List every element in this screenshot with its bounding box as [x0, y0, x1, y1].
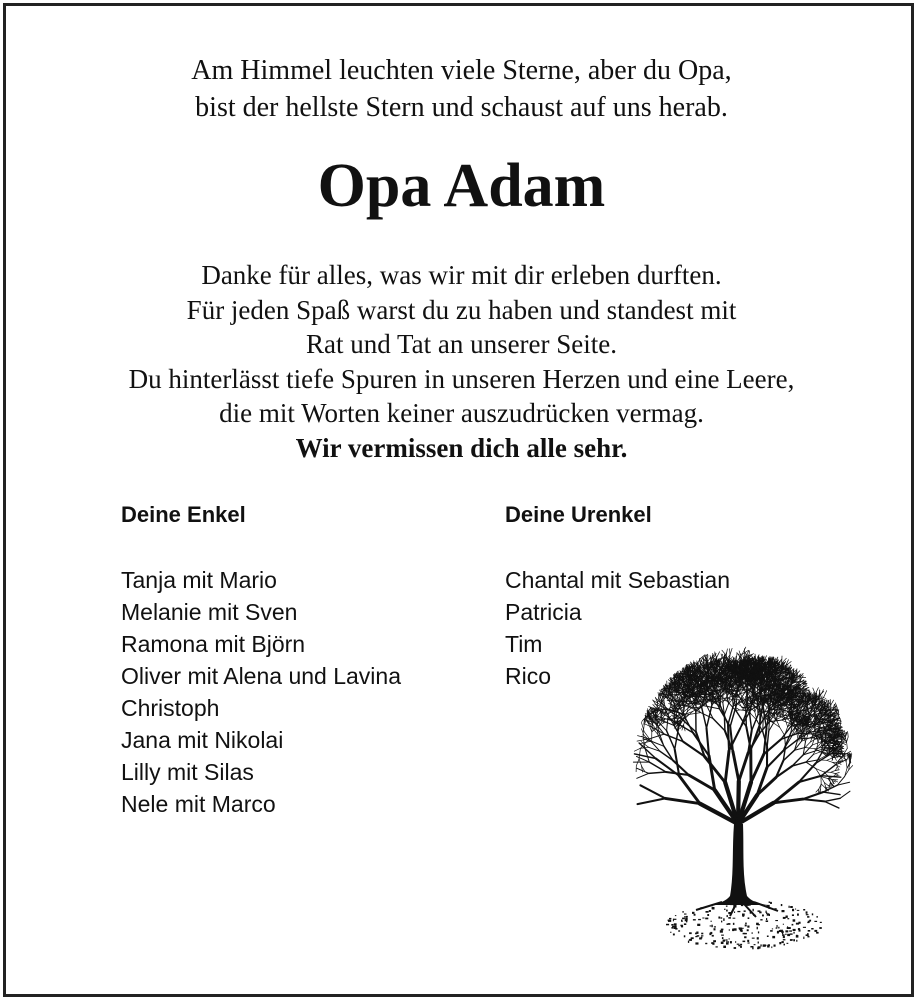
list-item: Tim	[505, 631, 543, 657]
message-line: Du hinterlässt tiefe Spuren in unseren Herzen und eine Leere,	[128, 363, 795, 394]
list-item: Nele mit Marco	[121, 791, 276, 817]
obituary-title: Opa Adam	[317, 152, 606, 220]
list-item: Ramona mit Björn	[121, 631, 306, 657]
message-line: Rat und Tat an unserer Seite.	[305, 329, 618, 359]
list-item: Oliver mit Alena und Lavina	[121, 663, 401, 689]
message-closing: Wir vermissen dich alle sehr.	[295, 432, 628, 463]
message-line: Für jeden Spaß warst du zu haben und standest mit	[186, 294, 737, 325]
list-item: Christoph	[121, 695, 220, 721]
tree-icon	[626, 634, 861, 954]
enkel-column	[121, 500, 401, 820]
list-item: Rico	[505, 663, 552, 689]
list-item: Melanie mit Sven	[121, 599, 298, 625]
list-item: Jana mit Nikolai	[121, 727, 284, 753]
list-item: Patricia	[505, 599, 582, 625]
farewell-message	[6, 258, 917, 465]
message-line: Danke für alles, was wir mit dir erleben durften.	[201, 260, 722, 290]
enkel-list	[121, 564, 401, 820]
opening-quote	[6, 52, 917, 126]
obituary-frame	[3, 3, 914, 997]
list-item: Tanja mit Mario	[121, 567, 277, 593]
quote-line-1: Am Himmel leuchten viele Sterne, aber du Opa,	[191, 55, 732, 86]
message-line: die mit Worten keiner auszudrücken vermag.	[219, 398, 704, 428]
enkel-heading: Deine Enkel	[121, 502, 246, 527]
list-item: Lilly mit Silas	[121, 759, 254, 785]
list-item: Chantal mit Sebastian	[505, 567, 731, 593]
urenkel-heading: Deine Urenkel	[505, 502, 652, 527]
quote-line-2: bist der hellste Stern und schaust auf uns herab.	[195, 92, 728, 123]
